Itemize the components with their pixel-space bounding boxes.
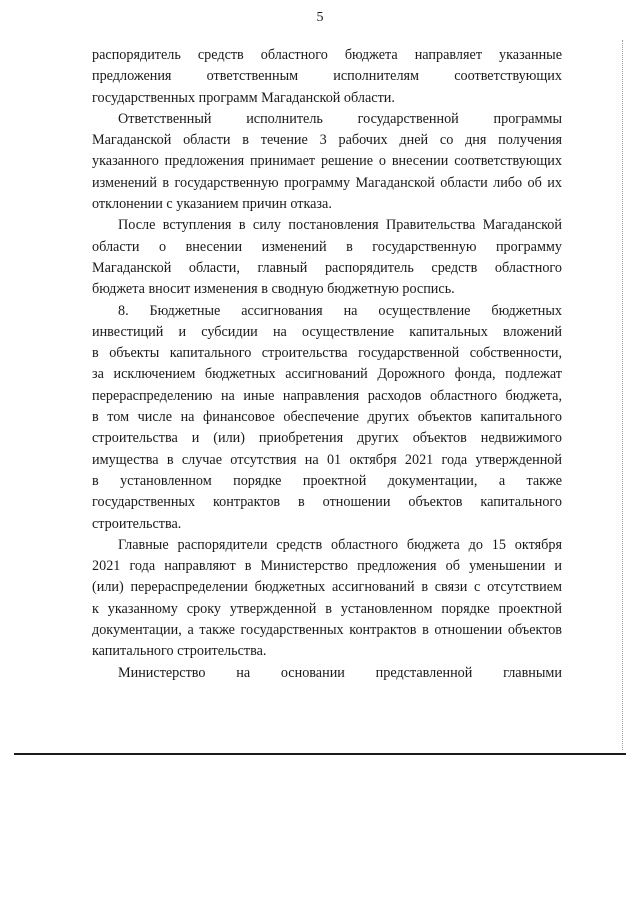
paragraph xyxy=(92,663,562,684)
text-line: строительства. xyxy=(92,515,182,532)
text-line: капитального строительства. xyxy=(92,643,267,660)
text-line: предложения ответственным исполнителям соответствующих xyxy=(92,68,562,85)
text-line: к указанному сроку утвержденной в установленном порядке проектной xyxy=(92,600,562,617)
text-line: Министерство на основании представленной главными xyxy=(118,664,562,681)
text-line: Магаданской области, главный распорядитель средств областного xyxy=(92,259,562,276)
paragraph xyxy=(92,45,562,109)
text-line: 8. Бюджетные ассигнования на осуществление бюджетных xyxy=(118,302,562,319)
page-number: 5 xyxy=(316,10,324,25)
text-line: за исключением бюджетных ассигнований Дорожного фонда, подлежат xyxy=(92,366,562,383)
text-line: перераспределению на иные направления расходов областного бюджета, xyxy=(92,387,562,404)
text-line: Главные распорядители средств областного бюджета до 15 октября xyxy=(118,536,562,553)
bottom-rule xyxy=(14,753,626,755)
text-line: области о внесении изменений в государственную программу xyxy=(92,238,562,255)
text-line: в установленном порядке проектной документации, а также xyxy=(92,472,562,489)
text-line: имущества в случае отсутствия на 01 октября 2021 года утвержденной xyxy=(92,451,562,468)
paragraph xyxy=(92,109,562,215)
scan-edge-line xyxy=(622,40,623,750)
paragraph xyxy=(92,215,562,300)
text-line: Магаданской области в течение 3 рабочих дней со дня получения xyxy=(92,132,562,149)
paragraph xyxy=(92,535,562,663)
text-line: строительства и (или) приобретения других объектов недвижимого xyxy=(92,430,562,447)
text-line: государственных контрактов в отношении объектов капитального xyxy=(92,494,562,511)
text-line: После вступления в силу постановления Правительства Магаданской xyxy=(118,217,562,234)
text-line: бюджета вносит изменения в сводную бюджетную роспись. xyxy=(92,281,455,298)
document-body xyxy=(92,45,562,684)
text-line: указанного предложения принимает решение о внесении соответствующих xyxy=(92,153,562,170)
text-line: в объекты капитального строительства государственной собственности, xyxy=(92,345,562,362)
paragraph xyxy=(92,301,562,535)
text-line: документации, а также государственных контрактов в отношении объектов xyxy=(92,622,562,639)
text-line: Ответственный исполнитель государственной программы xyxy=(118,110,562,127)
text-line: в том числе на финансовое обеспечение других объектов капитального xyxy=(92,409,562,426)
text-line: 2021 года направляют в Министерство предложения об уменьшении и xyxy=(92,558,562,575)
text-line: (или) перераспределении бюджетных ассигнований в связи с отсутствием xyxy=(92,579,562,596)
text-line: государственных программ Магаданской области. xyxy=(92,89,395,106)
text-line: отклонении с указанием причин отказа. xyxy=(92,196,332,213)
text-line: инвестиций и субсидии на осуществление капитальных вложений xyxy=(92,323,562,340)
text-line: распорядитель средств областного бюджета направляет указанные xyxy=(92,47,562,63)
text-line: изменений в государственную программу Магаданской области либо об их xyxy=(92,174,562,191)
